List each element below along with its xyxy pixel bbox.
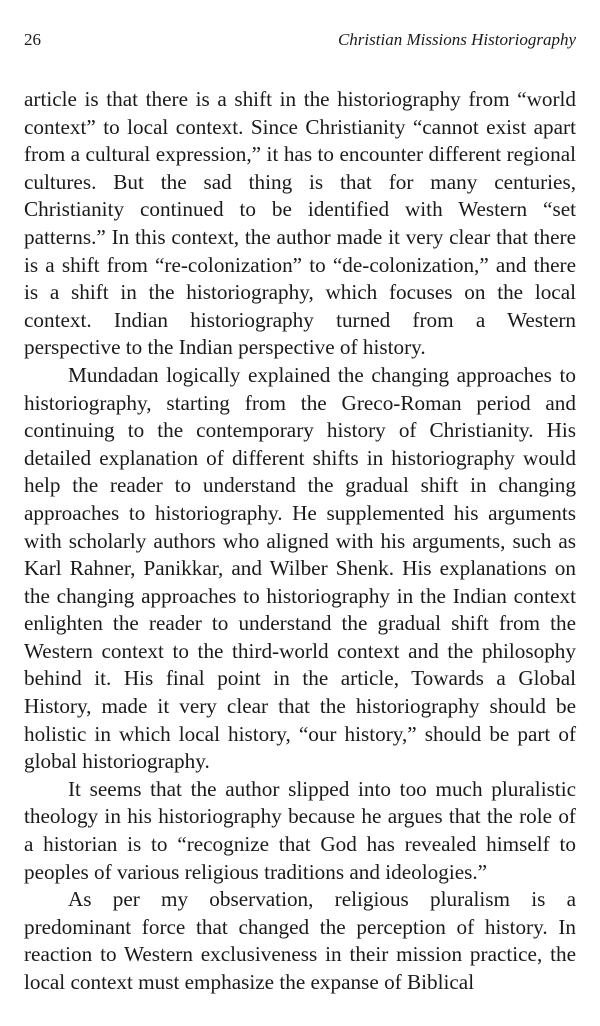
paragraph-continued: article is that there is a shift in the historiography from “world context” to local context. Since Christianity “cannot exist apart from a cultural expression,” it has to encounter different regional cultures. But the sad thing is that for many centuries, Christianity continued to be identified with Western “set patterns.” In this context, the author made it very clear that there is a shift from “re-colonization” to “de-colonization,” and there is a shift in the historiography, which focuses on the local context. Indian historiography turned from a Western perspective to the Indian perspective of history. [24,87,576,360]
paragraph-mundadan-approaches: Mundadan logically explained the changing approaches to historiography, starting from the Greco-Roman period and continuing to the contemporary history of Christianity. His detailed explanation of different shifts in historiography would help the reader to understand the gradual shift in changing approaches to historiography. He supplemented his arguments with scholarly authors who aligned with his arguments, such as Karl Rahner, Panikkar, and Wilber Shenk. His explanations on the changing approaches to historiography in the Indian context enlighten the reader to understand the gradual shift from the Western context to the third-world context and the philosophy behind it. His final point in the article, Towards a Global History, made it very clear that the historiography should be holistic in which local history, “our history,” should be part of global historiography. [24,362,576,774]
running-title: Christian Missions Historiography [337,30,576,49]
body-text [24,86,576,997]
running-head [24,30,576,54]
paragraph-observation: As per my observation, religious pluralism is a predominant force that changed the perception of history. In reaction to Western exclusiveness in their mission practice, the local context must emphasize the expanse of Biblical [24,887,576,994]
page-number: 26 [24,30,41,49]
paragraph-pluralistic-theology: It seems that the author slipped into too much pluralistic theology in his historiography because he argues that the role of a historian is to “recognize that God has revealed himself to peoples of various religious traditions and ideologies.” [24,776,576,884]
